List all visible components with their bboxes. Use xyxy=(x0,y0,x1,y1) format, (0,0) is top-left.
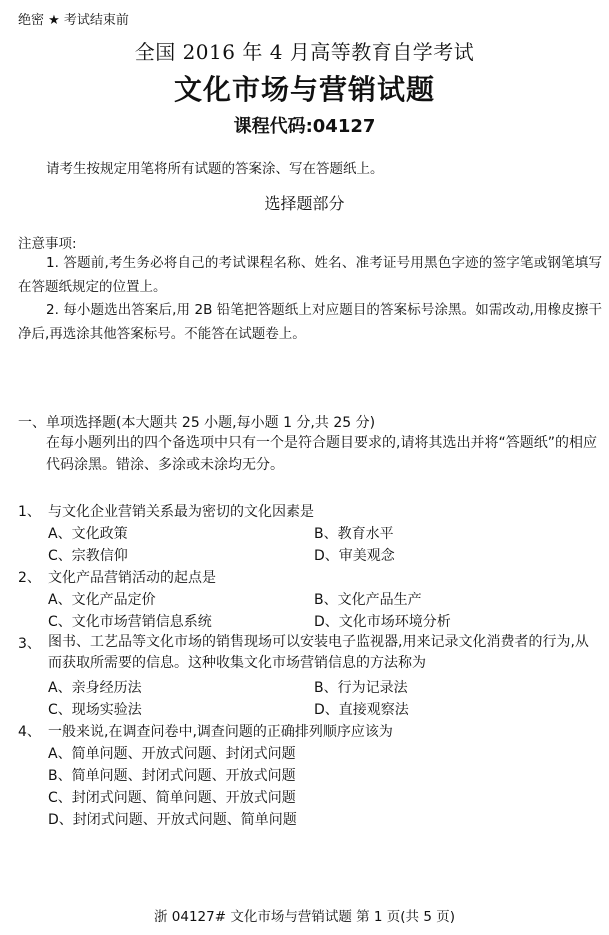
confidential-mark: 绝密 ★ 考试结束前 xyxy=(18,13,129,28)
option-a: A、简单问题、开放式问题、封闭式问题 xyxy=(48,746,296,762)
option-a: A、文化产品定价 xyxy=(48,592,156,608)
question-stem: 一般来说,在调查问卷中,调查问题的正确排列顺序应该为 xyxy=(48,724,393,740)
option-c: C、现场实验法 xyxy=(48,702,142,718)
exam-session-line: 全国 2016 年 4 月高等教育自学考试 xyxy=(134,40,475,64)
question-number: 2、 xyxy=(18,570,41,586)
option-a: A、亲身经历法 xyxy=(48,680,142,696)
question-stem: 与文化企业营销关系最为密切的文化因素是 xyxy=(48,504,314,520)
question-number: 4、 xyxy=(18,724,41,740)
question-stem: 图书、工艺品等文化市场的销售现场可以安装电子监视器,用来记录文化消费者的行为,从而获取所需要的信息。这种收集文化市场营销信息的方法称为 xyxy=(48,634,589,671)
option-c: C、文化市场营销信息系统 xyxy=(48,614,212,630)
note-item: 1. 答题前,考生务必将自己的考试课程名称、姓名、准考证号用黑色字迹的签字笔或钢笔填写在答题纸规定的位置上。 xyxy=(18,255,602,295)
option-c: C、宗教信仰 xyxy=(48,548,128,564)
option-a: A、文化政策 xyxy=(48,526,128,542)
section-title: 选择题部分 xyxy=(264,194,345,213)
option-d: D、封闭式问题、开放式问题、简单问题 xyxy=(48,812,297,828)
part-description: 在每小题列出的四个备选项中只有一个是符合题目要求的,请将其选出并将“答题纸”的相应代码涂黑。错涂、多涂或未涂均无分。 xyxy=(46,435,597,473)
option-c: C、封闭式问题、简单问题、开放式问题 xyxy=(48,790,296,806)
option-b: B、简单问题、封闭式问题、开放式问题 xyxy=(48,768,296,784)
note-item: 2. 每小题选出答案后,用 2B 铅笔把答题纸上对应题目的答案标号涂黑。如需改动,用橡皮擦干净后,再选涂其他答案标号。不能答在试题卷上。 xyxy=(18,302,602,342)
page-title: 文化市场与营销试题 xyxy=(173,73,435,106)
question-number: 3、 xyxy=(18,636,41,652)
page-footer: 浙 04127# 文化市场与营销试题 第 1 页(共 5 页) xyxy=(153,909,455,925)
option-d: D、审美观念 xyxy=(314,548,395,564)
question-stem: 文化产品营销活动的起点是 xyxy=(48,570,216,586)
option-d: D、直接观察法 xyxy=(314,702,409,718)
question-number: 1、 xyxy=(18,504,41,520)
option-d: D、文化市场环境分析 xyxy=(314,614,451,630)
option-b: B、行为记录法 xyxy=(314,680,408,696)
answer-instruction: 请考生按规定用笔将所有试题的答案涂、写在答题纸上。 xyxy=(46,161,384,177)
notes-title: 注意事项: xyxy=(18,236,77,252)
option-b: B、文化产品生产 xyxy=(314,592,422,608)
option-b: B、教育水平 xyxy=(314,526,394,542)
course-code: 课程代码:04127 xyxy=(233,116,376,137)
part-heading: 一、单项选择题(本大题共 25 小题,每小题 1 分,共 25 分) xyxy=(18,415,376,431)
